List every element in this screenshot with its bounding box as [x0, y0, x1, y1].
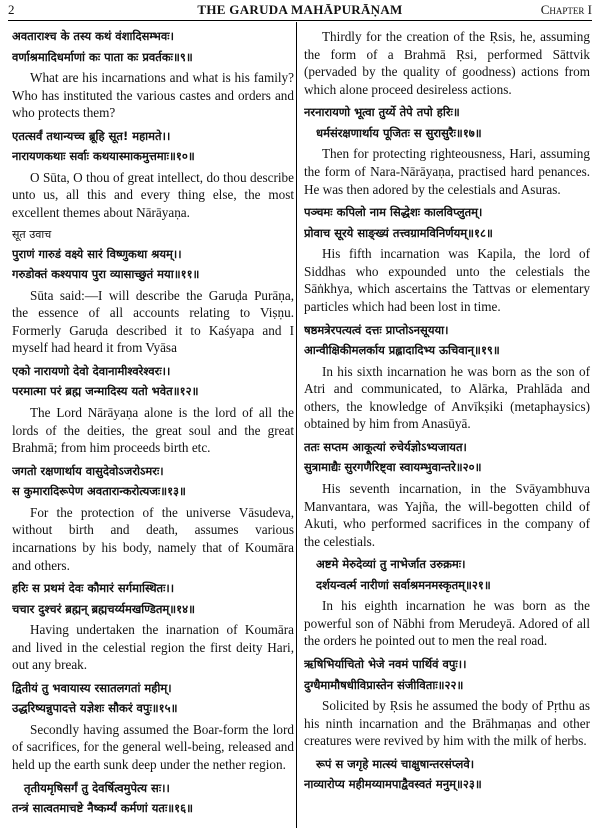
speaker-label: सूत उवाच [12, 227, 52, 241]
translation-paragraph: In his eighth incarnation he was born as the powerful son of Nābhi from Merudeyā. Adored of all the orders he pointed out to men the real road. [304, 598, 590, 649]
page-number: 2 [8, 2, 15, 17]
left-column [12, 26, 294, 819]
sanskrit-verse-line: सुत्रामाद्यैः सुरगणैरिष्ट्वा स्वायम्भुवान्तरे॥२०॥ [304, 460, 482, 475]
sanskrit-verse-line: रूपं स जगृहे मात्स्यं चाक्षुषान्तरसंप्लवे। [316, 756, 475, 771]
sanskrit-verse-line: तन्त्रं सात्वतमाचष्टे नैष्कर्म्यं कर्मणां यतः॥१६॥ [12, 801, 194, 816]
translation-paragraph: For the protection of the universe Vāsudeva, without birth and death, assumes various incarnations by his body, namely that of Koumāra and others. [12, 504, 294, 573]
translation-paragraph: Then for protecting righteousness, Hari, assuming the form of Nara-Nārāyaṇa, practised hard penances. He was then adored by the celestials and Asuras. [304, 146, 590, 197]
translation-paragraph: His seventh incarnation, in the Svāyambhuva Manvantara, was Yajña, the will-begotten child of Akuti, who performed sacrifices in the company of the celestials. [304, 480, 590, 549]
sanskrit-verse-line: दुग्धैमामौषधीविप्रास्तेन संजीविताः॥२२॥ [304, 677, 464, 692]
sanskrit-verse-line: तृतीयमृषिसर्गं तु देवर्षित्वमुपेत्य सः।। [24, 780, 170, 795]
sanskrit-verse-line: ततः सप्तम आकूत्यां रुचेर्यज्ञोऽभ्यजायत। [304, 439, 467, 454]
sanskrit-verse-line: गरुडोक्तं कश्यपाय पुरा व्यासाच्छुतं मया॥११॥ [12, 267, 200, 282]
sanskrit-verse-line: अवताराश्च के तस्य कथं वंशादिसम्भवः। [12, 29, 174, 43]
sanskrit-verse-line: एतत्सर्वं तथान्यच्च ब्रूहि सूत! महामते।। [12, 128, 171, 143]
translation-paragraph: O Sūta, O thou of great intellect, do thou describe unto us, all this and every thing else, the most excellent themes about Nārāyaṇa. [12, 169, 294, 220]
sanskrit-verse-line: एको नारायणो देवो देवानामीश्वरेश्वरः।। [12, 363, 171, 378]
running-title: THE GARUDA MAHĀPURĀṆAM [197, 2, 403, 17]
chapter-label: Chapter I [540, 2, 592, 17]
column-divider [296, 22, 297, 828]
sanskrit-verse-line: षष्ठमत्रेरपत्यत्वं दत्तः प्राप्तोऽनसूयया। [304, 322, 449, 337]
sanskrit-verse-line: स कुमारादिरूपेण अवतारान्करोत्यजः॥१३॥ [12, 484, 186, 499]
sanskrit-verse-line: धर्मसंरक्षणार्थाय पूजितः स सुरासुरैः॥१७॥ [316, 125, 482, 140]
sanskrit-verse-line: परमात्मा परं ब्रह्म जन्मादिस्य यतो भवेत॥१२॥ [12, 384, 199, 399]
sanskrit-verse-line: अष्टमे मेरुदेव्यां तु नाभेर्जात उरुक्रमः। [316, 557, 466, 572]
sanskrit-verse-line: पुराणं गारुडं वक्ष्ये सारं विष्णुकथा श्रयम्।। [12, 246, 182, 261]
header-rule [8, 20, 592, 21]
sanskrit-verse-line: पञ्चमः कपिलो नाम सिद्धेशः कालविप्लुतम्। [304, 205, 483, 220]
right-column [304, 26, 590, 795]
translation-paragraph: His fifth incarnation was Kapila, the lord of Siddhas who expounded unto the celestials the Sāṅkhya, which ascertains the Tattvas or elementary particles which had been lost in time. [304, 246, 590, 314]
translation-paragraph: In his sixth incarnation he was born as the son of Atri and communicated, to Alārka, Prahlāda and others, the knowledge of Anvīkṣiki (metaphaysics) obtained by him from Anasūyā. [304, 363, 590, 432]
sanskrit-verse-line: नारायणकथाः सर्वाः कथयास्माकमुत्तमाः॥१०॥ [12, 149, 195, 164]
page-header [8, 2, 592, 18]
translation-paragraph: Sūta said:—I will describe the Garuḍa Purāṇa, the essence of all accounts relating to Viṣṇu. Formerly Garuḍa described it to Kaśyapa and I myself had heard it from Vyāsa [12, 287, 294, 356]
sanskrit-verse-line: नाव्यारोप्य महीमय्यामपाद्वैवस्वतं मनुम्॥२३॥ [304, 777, 482, 792]
sanskrit-verse-line: जगतो रक्षणार्थाय वासुदेवोऽजरोऽमरः। [12, 463, 164, 478]
sanskrit-verse-line: वर्णाश्रमादिधर्माणां कः पाता कः प्रवर्तकः॥९॥ [12, 49, 193, 64]
translation-paragraph: The Lord Nārāyaṇa alone is the lord of all the lords of the deities, the great soul and the great Brahmā; from him proceeds birth etc. [12, 404, 294, 456]
translation-paragraph: Thirdly for the creation of the Ṛsis, he, assuming the form of a Brahmā Ṛsi, performed Sāttvik (pervaded by the quality of goodness) actions from which alone proceed desireless actions. [304, 29, 590, 97]
sanskrit-verse-line: ऋषिभिर्याचितो भेजे नवमं पार्थिवं वपुः।। [304, 657, 467, 672]
translation-paragraph: What are his incarnations and what is his family? Who has instituted the various castes and orders and who protects them? [12, 70, 294, 121]
sanskrit-verse-line: हरिः स प्रथमं देवः कौमारं सर्गमास्थितः।। [12, 581, 175, 596]
translation-paragraph: Solicited by Ṛsis he assumed the body of Pṛthu as his ninth incarnation and the Brāhmaṇas and other creatures were revived by him with the milk of herbs. [304, 698, 590, 749]
sanskrit-verse-line: चचार दुश्चरं ब्रह्मन् ब्रह्मचर्य्यमखण्डितम्॥१४॥ [12, 601, 196, 616]
sanskrit-verse-line: प्रोवाच सूरये साङ्ख्यं तत्त्वग्रामविनिर्णयम्॥१८॥ [304, 225, 493, 240]
translation-paragraph: Secondly having assumed the Boar-form the lord of sacrifices, for the general well-being, released and held up the earth sunk deep under the nether region. [12, 721, 294, 773]
sanskrit-verse-line: नरनारायणो भूत्वा तुर्य्ये तेपे तपो हरिः॥ [304, 105, 460, 120]
sanskrit-verse-line: आन्वीक्षिकीमलर्काय प्रह्लादादिभ्य ऊचिवान्॥१९॥ [304, 343, 500, 358]
sanskrit-verse-line: दर्शयन्वर्त्म नारीणां सर्वाश्रमनमस्कृतम्॥२१॥ [316, 577, 491, 592]
sanskrit-verse-line: द्वितीयं तु भवायास्य रसातलगतां महीम्। [12, 680, 172, 695]
translation-paragraph: Having undertaken the inarnation of Koumāra and lived in the celestial region the first deity Hari, out any break. [12, 622, 294, 673]
sanskrit-verse-line: उद्धरिष्यन्नुपादत्ते यज्ञेशः सौकरं वपुः॥१५॥ [12, 701, 178, 716]
